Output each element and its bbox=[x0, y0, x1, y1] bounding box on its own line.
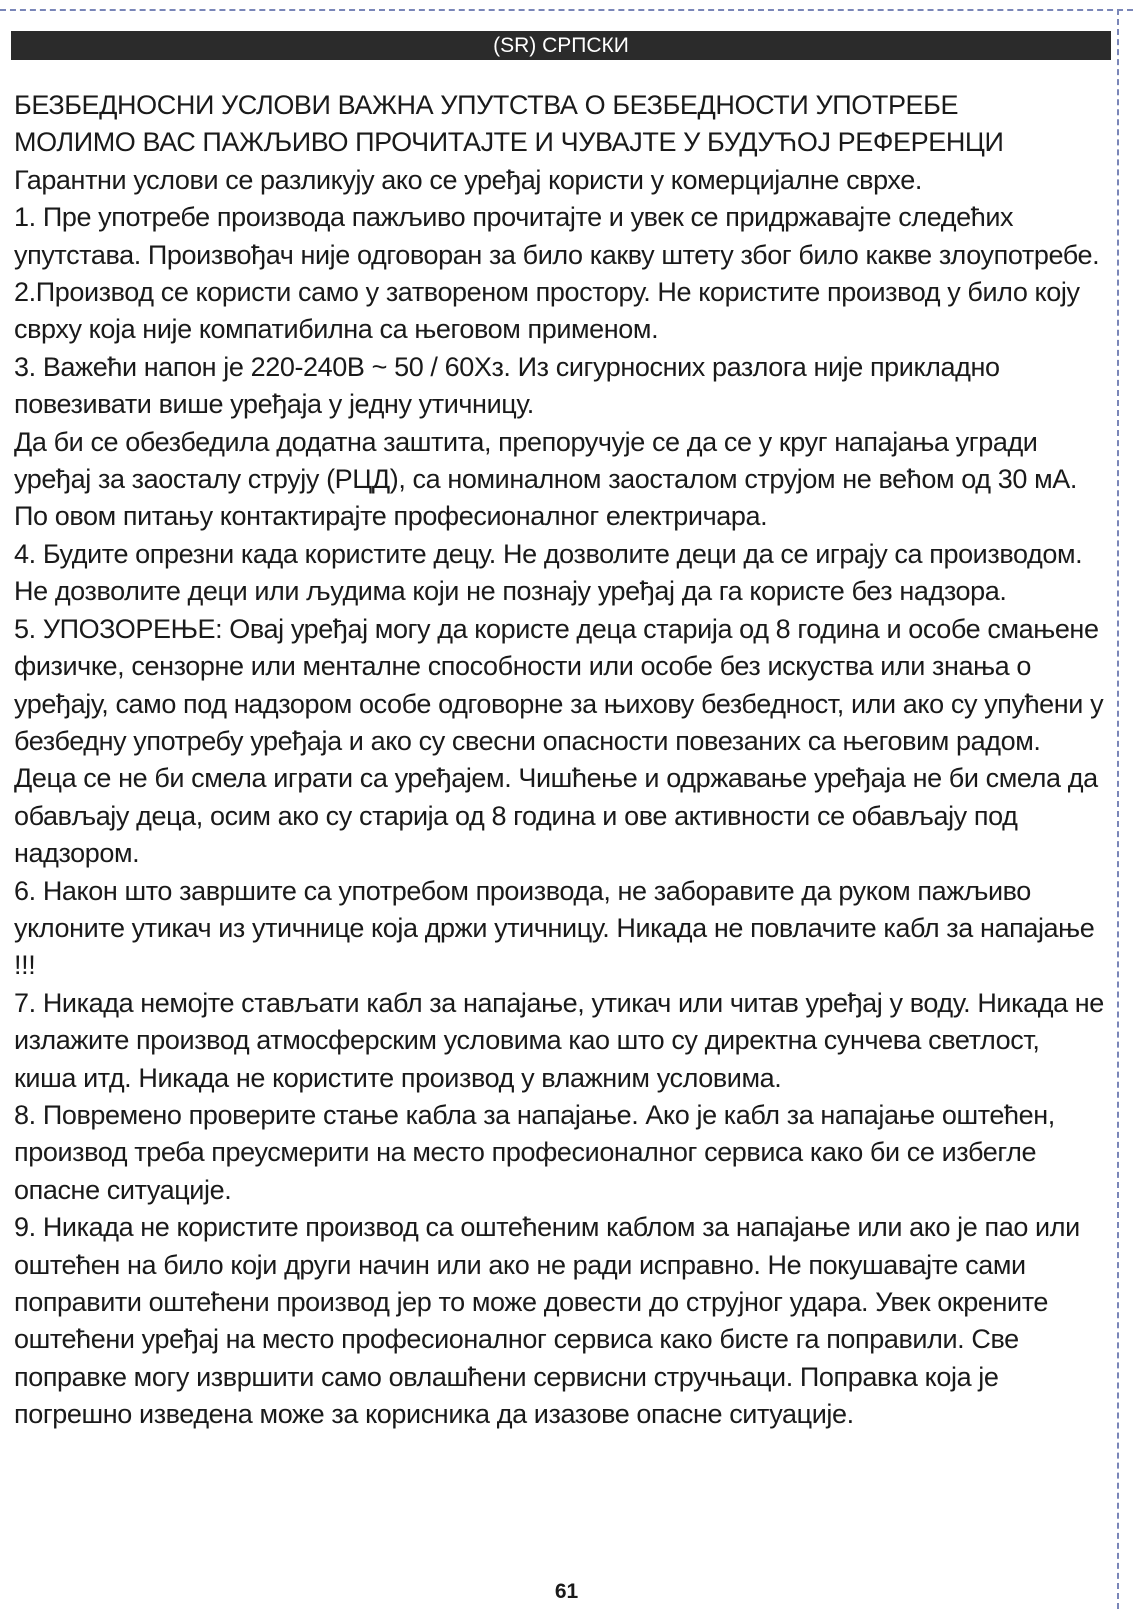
paragraph-7: 7. Никада немојте стављати кабл за напајање, утикач или читав уређај у воду. Никада не излажите производ атмосферским условима као што су директна сунчева светлост, киша итд. Никада не користите производ у влажним условима. bbox=[14, 987, 1104, 1093]
paragraph-4: 4. Будите опрезни када користите децу. Не дозволите деци да се играју са производом. Не дозволите деци или људима који не познају уређај да га користе без надзора. bbox=[14, 538, 1083, 607]
cut-line-top bbox=[0, 9, 1133, 11]
paragraph-rcd: Да би се обезбедила додатна заштита, препоручује се да се у круг напајања угради уређај за заосталу струју (РЦД), са номиналном заосталом струјом не већом од 30 мА. По овом питању контактирајте професионалног електричара. bbox=[14, 426, 1077, 532]
safety-title bbox=[14, 87, 1104, 162]
paragraph-1: 1. Пре употребе производа пажљиво прочитајте и увек се придржавајте следећих упутстава. Произвођач није одговоран за било какву штету због било какве злоупотребе. bbox=[14, 202, 1100, 270]
paragraph-6: 6. Након што завршите са употребом производа, не заборавите да руком пажљиво уклоните утикач из утичнице која држи утичницу. Никада не повлачите кабл за напајање !!! bbox=[14, 875, 1095, 981]
cut-line-right bbox=[1117, 9, 1119, 1609]
paragraph-2: 2.Производ се користи само у затвореном простору. Не користите производ у било коју сврху која није компатибилна са његовом применом. bbox=[14, 277, 1080, 345]
language-header-bar: (SR) СРПСКИ bbox=[11, 31, 1111, 60]
paragraph-warranty: Гарантни услови се разликују ако се уређај користи у комерцијалне сврхе. bbox=[14, 164, 922, 195]
paragraph-3: 3. Важећи напон је 220-240В ~ 50 / 60Хз. Из сигурносних разлога није прикладно повезивати више уређаја у једну утичницу. bbox=[14, 351, 1000, 420]
paragraph-8: 8. Повремено проверите стање кабла за напајање. Ако је кабл за напајање оштећен, производ треба преусмерити на место професионалног сервиса како би се избегле опасне ситуације. bbox=[14, 1099, 1055, 1205]
safety-title-line-1: БЕЗБЕДНОСНИ УСЛОВИ ВАЖНА УПУТСТВА О БЕЗБЕДНОСТИ УПОТРЕБЕ bbox=[14, 90, 959, 120]
safety-title-line-2: МОЛИМО ВАС ПАЖЉИВО ПРОЧИТАЈТЕ И ЧУВАЈТЕ У БУДУЋОЈ РЕФЕРЕНЦИ bbox=[14, 127, 1004, 158]
manual-content bbox=[14, 87, 1104, 1434]
paragraph-5: 5. УПОЗОРЕЊЕ: Овај уређај могу да користе деца старија од 8 година и особе смањене физичке, сензорне или менталне способности или особе без искуства или знања о уређају, само под надзором особе одговорне за њихову безбедност, или ако су упућени у безбедну употребу уређаја и ако су свесни опасности повезаних са његовим радом. Деца се не би смела играти са уређајем. Чишћење и одржавање уређаја не би смела да обављају деца, осим ако су старија од 8 година и ове активности се обављају под надзором. bbox=[14, 613, 1104, 869]
paragraph-9: 9. Никада не користите производ са оштећеним каблом за напајање или ако је пао или оштећен на било који други начин или ако не ради исправно. Не покушавајте сами поправити оштећени производ јер то може довести до струјног удара. Увек окрените оштећени уређај на место професионалног сервиса како бисте га поправили. Све поправке могу извршити само овлашћени сервисни стручњаци. Поправка која је погрешно изведена може за корисника да изазове опасне ситуације. bbox=[14, 1212, 1080, 1430]
page-number: 61 bbox=[554, 1580, 579, 1603]
